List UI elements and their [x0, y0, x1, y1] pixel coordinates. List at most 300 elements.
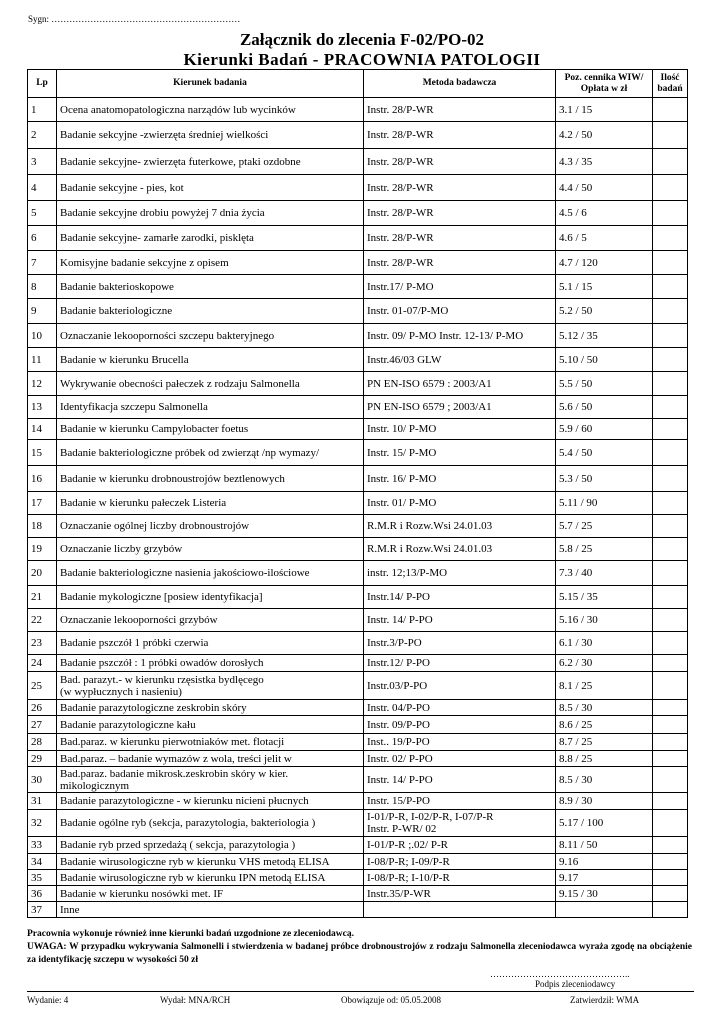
table-row — [28, 586, 688, 609]
row-poz: 5.9 / 60 — [556, 419, 653, 440]
table-row — [28, 515, 688, 538]
row-ilosc — [653, 324, 688, 348]
row-kierunek-line: Badanie w kierunku drobnoustrojów beztlenowych — [60, 472, 285, 485]
row-metoda-line: Instr. 28/P-WR — [367, 181, 434, 194]
row-ilosc — [653, 538, 688, 561]
row-metoda-line: Instr.03/P-PO — [367, 679, 428, 692]
row-metoda — [364, 586, 556, 609]
table-header-row — [28, 70, 688, 98]
row-ilosc — [653, 902, 688, 918]
row-metoda-line: Instr. 28/P-WR — [367, 232, 434, 244]
row-metoda — [364, 837, 556, 854]
row-poz: 6.2 / 30 — [556, 655, 653, 672]
row-metoda-line: Instr. 15/ P-MO — [367, 446, 437, 459]
table-row — [28, 251, 688, 275]
row-lp: 16 — [28, 466, 57, 492]
row-poz: 9.16 — [556, 854, 653, 870]
row-kierunek-line: Badanie parazytologiczne kału — [60, 718, 196, 731]
row-ilosc — [653, 226, 688, 251]
row-lp: 17 — [28, 492, 57, 515]
row-kierunek-line: Badanie bakteriologiczne próbek od zwierząt /np wymazy/ — [60, 446, 320, 459]
row-metoda-line: Instr. 15/P-PO — [367, 795, 430, 807]
row-kierunek — [57, 632, 364, 655]
row-kierunek — [57, 886, 364, 902]
row-metoda — [364, 466, 556, 492]
row-kierunek — [57, 419, 364, 440]
row-metoda — [364, 122, 556, 149]
row-metoda-line: Instr. 09/P-PO — [367, 718, 430, 731]
row-metoda — [364, 716, 556, 734]
row-lp: 5 — [28, 201, 57, 226]
row-metoda-line: Instr. 01-07/P-MO — [367, 305, 449, 317]
note-salmonella-warning: UWAGA: W przypadku wykrywania Salmonelli i stwierdzenia w badanej próbce drobnoustrojów z rodzaju Salmonella zleceniodawca wyraża zgodę na obciążenie za identyfikację szczepu w wysokości 50 zł — [27, 942, 692, 965]
table-row — [28, 854, 688, 870]
row-poz: 6.1 / 30 — [556, 632, 653, 655]
column-header-poz-line2: Opłata w zł — [580, 83, 628, 94]
column-header-poz-line1: Poz. cennika WIW/ — [564, 72, 644, 83]
table-row — [28, 767, 688, 793]
row-ilosc — [653, 175, 688, 201]
row-kierunek — [57, 810, 364, 837]
row-poz: 8.6 / 25 — [556, 716, 653, 734]
table-row — [28, 492, 688, 515]
row-poz: 5.4 / 50 — [556, 440, 653, 466]
row-metoda-line: Instr. P-WR/ 02 — [367, 823, 437, 835]
row-kierunek-line: Badanie sekcyjne - pies, kot — [60, 181, 184, 194]
table-row — [28, 734, 688, 751]
row-kierunek — [57, 440, 364, 466]
row-ilosc — [653, 149, 688, 175]
row-lp: 25 — [28, 672, 57, 700]
document-title: Załącznik do zlecenia F-02/PO-02 — [239, 30, 485, 49]
row-metoda — [364, 251, 556, 275]
row-kierunek-line: Bad.paraz. w kierunku pierwotniaków met. flotacji — [60, 736, 285, 748]
table-row — [28, 348, 688, 372]
row-kierunek — [57, 870, 364, 886]
row-metoda — [364, 655, 556, 672]
table-row — [28, 466, 688, 492]
row-metoda — [364, 492, 556, 515]
row-ilosc — [653, 793, 688, 810]
row-ilosc — [653, 251, 688, 275]
row-lp: 11 — [28, 348, 57, 372]
row-metoda — [364, 538, 556, 561]
row-lp: 4 — [28, 175, 57, 201]
document-subtitle: Kierunki Badań - PRACOWNIA PATOLOGII — [183, 50, 541, 69]
row-metoda-line: I-08/P-R; I-09/P-R — [367, 855, 450, 868]
row-poz — [556, 902, 653, 918]
row-kierunek-line: Badanie mykologiczne [posiew identyfikacja] — [60, 591, 263, 603]
row-ilosc — [653, 854, 688, 870]
row-metoda — [364, 902, 556, 918]
table-row — [28, 837, 688, 854]
table-row — [28, 419, 688, 440]
row-ilosc — [653, 734, 688, 751]
row-metoda-line: PN EN-ISO 6579 : 2003/A1 — [367, 377, 492, 390]
table-row — [28, 902, 688, 918]
table-row — [28, 561, 688, 586]
row-metoda-line: R.M.R i Rozw.Wsi 24.01.03 — [367, 520, 493, 532]
row-poz: 8.9 / 30 — [556, 793, 653, 810]
table-row — [28, 275, 688, 299]
signature-line: ……………………………………….. — [490, 969, 630, 979]
row-metoda-line: Instr. 28/P-WR — [367, 129, 434, 141]
row-metoda — [364, 854, 556, 870]
row-ilosc — [653, 515, 688, 538]
row-kierunek — [57, 372, 364, 396]
row-kierunek — [57, 561, 364, 586]
row-ilosc — [653, 372, 688, 396]
row-metoda-line: Instr. 02/ P-PO — [367, 752, 433, 765]
row-ilosc — [653, 609, 688, 632]
row-lp: 14 — [28, 419, 57, 440]
row-kierunek-line: Bad.paraz. badanie mikrosk.zeskrobin skóry w kier. — [60, 767, 289, 780]
row-kierunek-line: Badanie wirusologiczne ryb w kierunku VHS metodą ELISA — [60, 855, 330, 868]
table-row — [28, 372, 688, 396]
row-lp: 21 — [28, 586, 57, 609]
row-ilosc — [653, 837, 688, 854]
row-poz: 5.10 / 50 — [556, 348, 653, 372]
row-kierunek-line: Identyfikacja szczepu Salmonella — [60, 401, 208, 413]
row-metoda-line: Instr. 28/P-WR — [367, 207, 434, 219]
row-lp: 33 — [28, 837, 57, 854]
row-metoda — [364, 561, 556, 586]
footer-obowiazuje: Obowiązuje od: 05.05.2008 — [341, 995, 441, 1005]
row-ilosc — [653, 700, 688, 716]
row-metoda — [364, 348, 556, 372]
row-kierunek — [57, 734, 364, 751]
row-kierunek-line: Badanie sekcyjne -zwierzęta średniej wielkości — [60, 129, 269, 141]
row-metoda — [364, 440, 556, 466]
row-metoda-line: R.M.R i Rozw.Wsi 24.01.03 — [367, 543, 493, 555]
row-lp: 22 — [28, 609, 57, 632]
table-row — [28, 886, 688, 902]
row-poz: 5.6 / 50 — [556, 396, 653, 419]
row-lp: 31 — [28, 793, 57, 810]
row-metoda — [364, 515, 556, 538]
row-kierunek — [57, 201, 364, 226]
row-ilosc — [653, 492, 688, 515]
row-ilosc — [653, 716, 688, 734]
row-ilosc — [653, 299, 688, 324]
row-poz: 5.16 / 30 — [556, 609, 653, 632]
row-metoda-line: I-01/P-R ;.02/ P-R — [367, 839, 448, 851]
row-kierunek-line: Badanie pszczół 1 próbki czerwia — [60, 637, 209, 649]
row-metoda-line: instr. 12;13/P-MO — [367, 567, 448, 579]
row-metoda — [364, 751, 556, 767]
row-kierunek-line: Badanie pszczół : 1 próbki owadów dorosłych — [60, 657, 264, 669]
row-lp: 6 — [28, 226, 57, 251]
row-kierunek — [57, 700, 364, 716]
row-metoda-line: I-01/P-R, I-02/P-R, I-07/P-R — [367, 811, 494, 823]
row-metoda — [364, 396, 556, 419]
row-ilosc — [653, 767, 688, 793]
table-row — [28, 609, 688, 632]
row-ilosc — [653, 672, 688, 700]
row-lp: 27 — [28, 716, 57, 734]
row-kierunek — [57, 902, 364, 918]
footer-wydanie: Wydanie: 4 — [27, 995, 69, 1005]
row-lp: 15 — [28, 440, 57, 466]
row-kierunek-line: Badanie sekcyjne drobiu powyżej 7 dnia życia — [60, 207, 265, 219]
row-metoda — [364, 734, 556, 751]
row-poz: 8.11 / 50 — [556, 837, 653, 854]
row-poz: 5.5 / 50 — [556, 372, 653, 396]
row-kierunek-line: Wykrywanie obecności pałeczek z rodzaju Salmonella — [60, 377, 300, 390]
row-ilosc — [653, 419, 688, 440]
row-metoda — [364, 372, 556, 396]
table-row — [28, 299, 688, 324]
table-row — [28, 226, 688, 251]
column-header-metoda: Metoda badawcza — [364, 70, 556, 98]
table-row — [28, 751, 688, 767]
row-poz: 9.15 / 30 — [556, 886, 653, 902]
row-poz: 4.5 / 6 — [556, 201, 653, 226]
row-metoda — [364, 275, 556, 299]
row-lp: 8 — [28, 275, 57, 299]
row-kierunek-line: Badanie bakteriologiczne — [60, 305, 173, 317]
column-header-lp: Lp — [28, 70, 57, 98]
row-metoda-line: Instr. 14/ P-PO — [367, 614, 433, 626]
row-kierunek-line: Badanie sekcyjne- zamarłe zarodki, pisklęta — [60, 232, 254, 244]
row-ilosc — [653, 201, 688, 226]
row-metoda — [364, 175, 556, 201]
row-ilosc — [653, 396, 688, 419]
table-row — [28, 632, 688, 655]
row-lp: 1 — [28, 98, 57, 122]
row-metoda-line: Instr. 10/ P-MO — [367, 423, 437, 435]
row-lp: 2 — [28, 122, 57, 149]
signature-label: Podpis zleceniodawcy — [535, 979, 616, 989]
row-ilosc — [653, 655, 688, 672]
row-metoda-line: Instr.35/P-WR — [367, 887, 431, 900]
row-kierunek-line: Bad. parazyt.- w kierunku rzęsistka bydlęcego — [60, 673, 264, 686]
row-poz: 8.5 / 30 — [556, 700, 653, 716]
table-row — [28, 324, 688, 348]
row-metoda-line: Instr. 28/P-WR — [367, 103, 434, 116]
row-poz: 7.3 / 40 — [556, 561, 653, 586]
row-kierunek-line: Badanie bakteriologiczne nasienia jakościowo-ilościowe — [60, 567, 310, 579]
row-kierunek — [57, 175, 364, 201]
table-row — [28, 870, 688, 886]
row-poz: 5.17 / 100 — [556, 810, 653, 837]
row-kierunek — [57, 837, 364, 854]
row-lp: 26 — [28, 700, 57, 716]
row-lp: 13 — [28, 396, 57, 419]
row-kierunek-line: Badanie bakterioskopowe — [60, 280, 174, 293]
row-kierunek — [57, 275, 364, 299]
row-poz: 9.17 — [556, 870, 653, 886]
row-metoda-line: Instr. 09/ P-MO Instr. 12-13/ P-MO — [367, 329, 524, 342]
row-ilosc — [653, 348, 688, 372]
footer-zatwierdzil: Zatwierdził: WMA — [570, 995, 640, 1005]
row-kierunek-line: mikologicznym — [60, 779, 130, 792]
row-lp: 18 — [28, 515, 57, 538]
row-kierunek — [57, 466, 364, 492]
table-row — [28, 201, 688, 226]
table-row — [28, 538, 688, 561]
row-poz: 8.1 / 25 — [556, 672, 653, 700]
row-lp: 19 — [28, 538, 57, 561]
row-metoda — [364, 700, 556, 716]
examination-table — [27, 69, 688, 918]
table-row — [28, 440, 688, 466]
row-metoda-line: Instr. 01/ P-MO — [367, 497, 437, 509]
column-header-ilosc-line1: Ilość — [660, 72, 680, 83]
row-poz: 8.7 / 25 — [556, 734, 653, 751]
row-kierunek-line: Oznaczanie liczby grzybów — [60, 543, 183, 555]
row-kierunek-line: Badanie w kierunku Campylobacter foetus — [60, 423, 249, 435]
row-metoda-line: Inst.. 19/P-PO — [367, 736, 430, 748]
row-kierunek — [57, 396, 364, 419]
row-metoda-line: Instr. 28/P-WR — [367, 155, 434, 168]
row-ilosc — [653, 561, 688, 586]
row-lp: 24 — [28, 655, 57, 672]
row-kierunek-line: Badanie ryb przed sprzedażą ( sekcja, parazytologia ) — [60, 839, 296, 851]
row-lp: 10 — [28, 324, 57, 348]
row-kierunek-line: Badanie w kierunku nosówki met. IF — [60, 887, 224, 900]
row-ilosc — [653, 98, 688, 122]
row-poz: 8.8 / 25 — [556, 751, 653, 767]
row-metoda — [364, 886, 556, 902]
row-metoda-line: PN EN-ISO 6579 ; 2003/A1 — [367, 401, 492, 413]
table-row — [28, 396, 688, 419]
row-metoda-line: Instr.14/ P-PO — [367, 591, 430, 603]
row-metoda — [364, 201, 556, 226]
table-row — [28, 122, 688, 149]
row-kierunek — [57, 324, 364, 348]
row-ilosc — [653, 440, 688, 466]
row-poz: 5.8 / 25 — [556, 538, 653, 561]
row-kierunek — [57, 492, 364, 515]
row-kierunek-line: Badanie wirusologiczne ryb w kierunku IPN metodą ELISA — [60, 871, 326, 884]
table-row — [28, 655, 688, 672]
row-kierunek-line: Oznaczanie lekooporności szczepu bakteryjnego — [60, 329, 275, 342]
footer-wydal: Wydał: MNA/RCH — [160, 995, 231, 1005]
row-metoda-line: Instr. 16/ P-MO — [367, 472, 437, 485]
row-kierunek — [57, 299, 364, 324]
row-lp: 9 — [28, 299, 57, 324]
row-lp: 20 — [28, 561, 57, 586]
row-lp: 34 — [28, 854, 57, 870]
sygnatura-field: Sygn: ……………………………………………………… — [28, 14, 241, 24]
row-metoda-line: I-08/P-R; I-10/P-R — [367, 871, 450, 884]
row-kierunek — [57, 149, 364, 175]
row-metoda — [364, 672, 556, 700]
table-row — [28, 672, 688, 700]
row-metoda — [364, 793, 556, 810]
row-kierunek-line: Badanie w kierunku pałeczek Listeria — [60, 497, 227, 509]
row-poz: 5.3 / 50 — [556, 466, 653, 492]
row-kierunek — [57, 226, 364, 251]
row-poz: 3.1 / 15 — [556, 98, 653, 122]
row-lp: 12 — [28, 372, 57, 396]
row-metoda-line: Instr.12/ P-PO — [367, 657, 430, 669]
row-kierunek — [57, 793, 364, 810]
row-kierunek — [57, 538, 364, 561]
row-poz: 5.12 / 35 — [556, 324, 653, 348]
row-lp: 36 — [28, 886, 57, 902]
row-ilosc — [653, 810, 688, 837]
row-ilosc — [653, 870, 688, 886]
row-kierunek-line: Badanie parazytologiczne zeskrobin skóry — [60, 701, 247, 714]
table-row — [28, 175, 688, 201]
row-poz: 5.1 / 15 — [556, 275, 653, 299]
row-ilosc — [653, 122, 688, 149]
row-poz: 8.5 / 30 — [556, 767, 653, 793]
row-metoda — [364, 632, 556, 655]
row-lp: 23 — [28, 632, 57, 655]
row-kierunek — [57, 854, 364, 870]
row-metoda-line: Instr.46/03 GLW — [367, 353, 442, 366]
row-ilosc — [653, 751, 688, 767]
row-metoda — [364, 299, 556, 324]
row-kierunek — [57, 609, 364, 632]
row-kierunek-line: Oznaczanie ogólnej liczby drobnoustrojów — [60, 520, 250, 532]
row-kierunek-line: Badanie ogólne ryb (sekcja, parazytologia, bakteriologia ) — [60, 817, 316, 829]
row-kierunek-line: Badanie w kierunku Brucella — [60, 353, 189, 366]
row-poz: 5.2 / 50 — [556, 299, 653, 324]
row-kierunek — [57, 251, 364, 275]
row-poz: 4.2 / 50 — [556, 122, 653, 149]
column-header-ilosc — [653, 70, 688, 98]
row-kierunek — [57, 716, 364, 734]
row-ilosc — [653, 886, 688, 902]
row-kierunek — [57, 672, 364, 700]
row-lp: 32 — [28, 810, 57, 837]
row-lp: 28 — [28, 734, 57, 751]
row-poz: 4.7 / 120 — [556, 251, 653, 275]
row-poz: 5.15 / 35 — [556, 586, 653, 609]
table-row — [28, 716, 688, 734]
row-metoda-line: Instr. 04/P-PO — [367, 701, 430, 714]
row-kierunek — [57, 655, 364, 672]
row-metoda — [364, 149, 556, 175]
row-kierunek-line: (w wypłucznych i nasieniu) — [60, 685, 182, 698]
row-kierunek-line: Badanie sekcyjne- zwierzęta futerkowe, ptaki ozdobne — [60, 155, 301, 168]
row-metoda — [364, 609, 556, 632]
row-poz: 5.7 / 25 — [556, 515, 653, 538]
row-metoda-line: Instr.3/P-PO — [367, 637, 422, 649]
row-kierunek-line: Oznaczanie lekooporności grzybów — [60, 614, 218, 626]
table-row — [28, 810, 688, 837]
row-metoda — [364, 324, 556, 348]
row-kierunek-line: Komisyjne badanie sekcyjne z opisem — [60, 256, 229, 269]
row-lp: 7 — [28, 251, 57, 275]
row-lp: 29 — [28, 751, 57, 767]
column-header-ilosc-line2: badań — [657, 83, 683, 94]
row-metoda — [364, 870, 556, 886]
row-metoda-line: Instr. 28/P-WR — [367, 256, 434, 269]
column-header-kierunek: Kierunek badania — [57, 70, 364, 98]
row-kierunek-line: Bad.paraz. – badanie wymazów z wola, treści jelit w — [60, 752, 292, 765]
row-poz: 4.4 / 50 — [556, 175, 653, 201]
row-kierunek-line: Badanie parazytologiczne - w kierunku nicieni płucnych — [60, 795, 309, 807]
row-ilosc — [653, 586, 688, 609]
row-kierunek — [57, 767, 364, 793]
note-other-examinations: Pracownia wykonuje również inne kierunki badań uzgodnione ze zleceniodawcą. — [27, 929, 354, 939]
table-row — [28, 700, 688, 716]
column-header-poz — [556, 70, 653, 98]
table-body — [28, 98, 688, 918]
row-metoda-line: Instr. 14/ P-PO — [367, 773, 433, 786]
table-row — [28, 98, 688, 122]
row-kierunek — [57, 751, 364, 767]
row-kierunek-line: Ocena anatomopatologiczna narządów lub wycinków — [60, 103, 296, 116]
row-metoda — [364, 98, 556, 122]
row-lp: 30 — [28, 767, 57, 793]
table-row — [28, 793, 688, 810]
